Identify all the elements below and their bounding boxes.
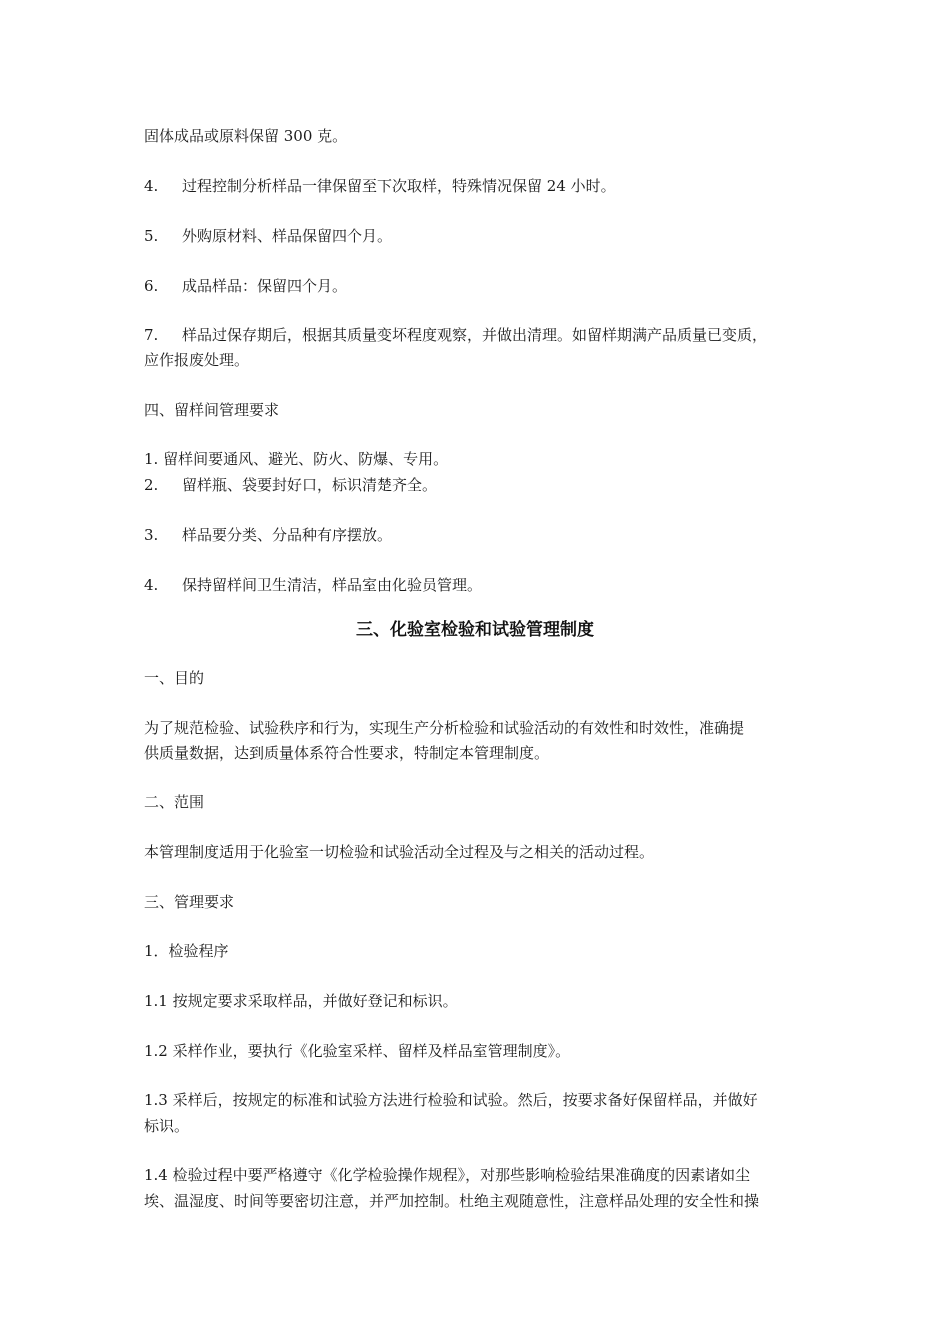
purpose-paragraph-line-2: 供质量数据，达到质量体系符合性要求，特制定本管理制度。 [144, 744, 550, 762]
requirement-1-3-line-2: 标识。 [144, 1117, 190, 1135]
purpose-paragraph-line-1: 为了规范检验、试验秩序和行为，实现生产分析检验和试验活动的有效性和时效性，准确提 [144, 719, 745, 737]
list-item-5 [144, 224, 824, 248]
list-item-6 [144, 274, 824, 298]
sample-room-item-1: 1. 留样间要通风、避光、防火、防爆、专用。 [144, 450, 449, 468]
sample-room-item-4 [144, 573, 824, 597]
list-item-4 [144, 174, 824, 198]
list-number: 5. [144, 227, 159, 245]
section-title-scope: 二、范围 [144, 793, 205, 811]
paragraph-retention-solid: 固体成品或原料保留 300 克。 [144, 127, 348, 145]
list-text: 保持留样间卫生清洁，样品室由化验员管理。 [182, 576, 483, 594]
list-number: 3. [144, 526, 159, 544]
requirement-1-4-line-2: 埃、温湿度、时间等要密切注意，并严加控制。杜绝主观随意性，注意样品处理的安全性和操 [144, 1192, 760, 1210]
requirement-1-3-line-1: 1.3 采样后，按规定的标准和试验方法进行检验和试验。然后，按要求备好保留样品，并做好 [144, 1091, 758, 1109]
section-title-purpose: 一、目的 [144, 669, 205, 687]
list-text: 成品样品：保留四个月。 [182, 277, 348, 295]
list-text: 留样瓶、袋要封好口，标识清楚齐全。 [182, 476, 438, 494]
requirement-1-2: 1.2 采样作业，要执行《化验室采样、留样及样品室管理制度》。 [144, 1042, 571, 1060]
scope-paragraph: 本管理制度适用于化验室一切检验和试验活动全过程及与之相关的活动过程。 [144, 843, 655, 861]
list-number: 2. [144, 476, 159, 494]
subsection-title-procedure: 1．检验程序 [144, 942, 229, 960]
requirement-1-1: 1.1 按规定要求采取样品，并做好登记和标识。 [144, 992, 458, 1010]
list-number: 4. [144, 576, 159, 594]
section-title-requirements: 三、管理要求 [144, 893, 235, 911]
list-text: 样品过保存期后，根据其质量变坏程度观察，并做出清理。如留样期满产品质量已变质， [182, 326, 768, 344]
section-title-sample-room: 四、留样间管理要求 [144, 401, 280, 419]
sample-room-item-3 [144, 523, 824, 547]
list-item-7-continuation: 应作报废处理。 [144, 351, 250, 369]
sample-room-item-2 [144, 473, 824, 497]
chapter-title: 三、化验室检验和试验管理制度 [356, 620, 594, 640]
list-text: 外购原材料、样品保留四个月。 [182, 227, 393, 245]
list-number: 6. [144, 277, 159, 295]
list-item-7 [144, 323, 824, 347]
list-number: 7. [144, 326, 159, 344]
list-text: 过程控制分析样品一律保留至下次取样，特殊情况保留 24 小时。 [182, 177, 616, 195]
list-number: 4. [144, 177, 159, 195]
requirement-1-4-line-1: 1.4 检验过程中要严格遵守《化学检验操作规程》，对那些影响检验结果准确度的因素诸如尘 [144, 1166, 751, 1184]
list-text: 样品要分类、分品种有序摆放。 [182, 526, 393, 544]
